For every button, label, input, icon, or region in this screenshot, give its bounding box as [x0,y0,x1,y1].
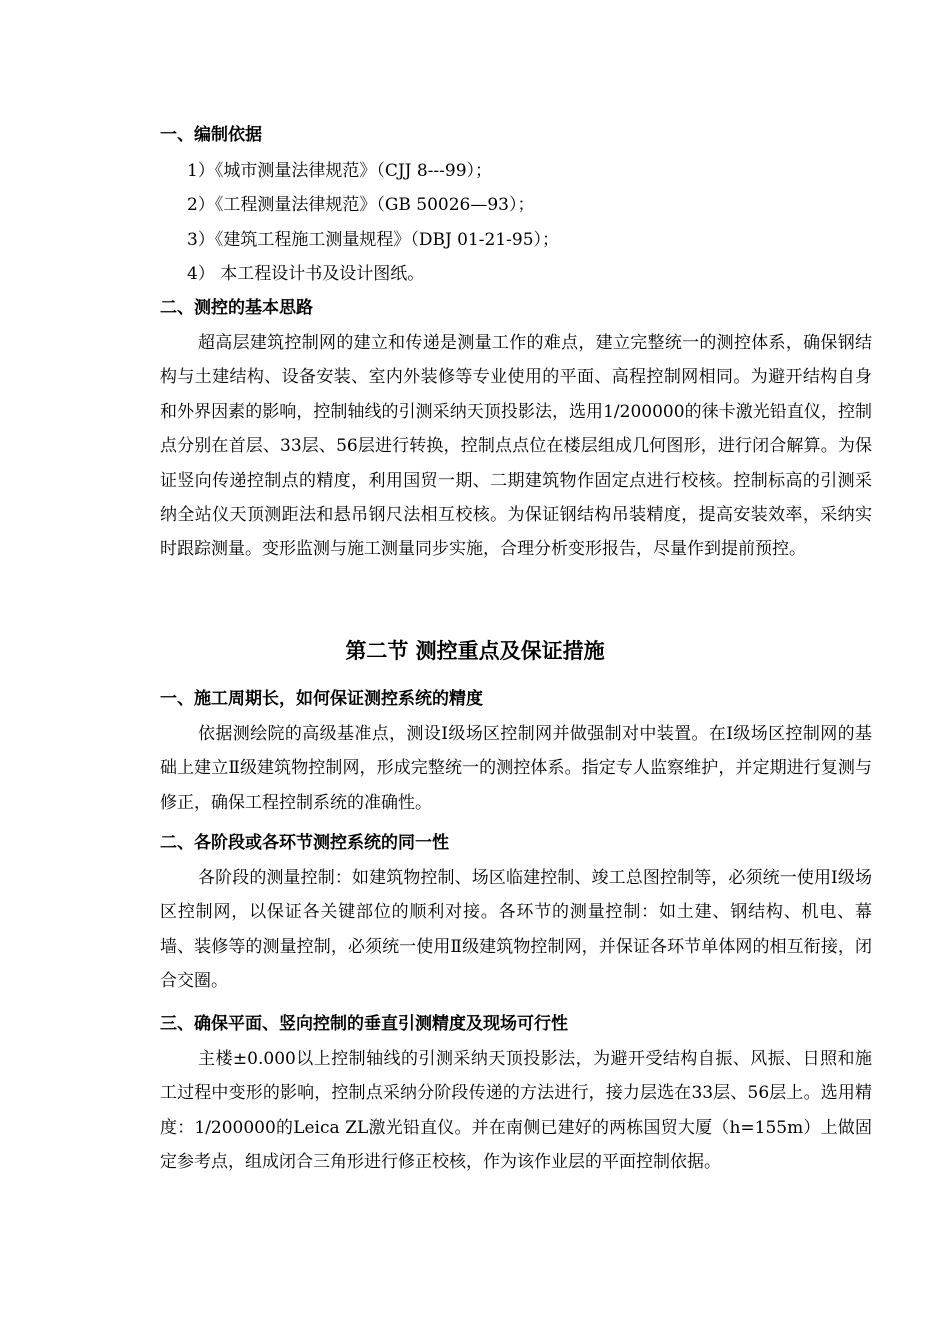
paragraph-consistency: 各阶段的测量控制：如建筑物控制、场区临建控制、竣工总图控制等，必须统一使用Ⅰ级场区控制网，以保证各关键部位的顺利对接。各环节的测量控制：如土建、钢结构、机电、幕墙、装修等的测量控制，必须统一使用Ⅱ级建筑物控制网，并保证各环节单体网的相互衔接，闭合交圈。 [160,868,872,992]
heading-vertical-accuracy: 三、确保平面、竖向控制的垂直引测精度及现场可行性 [160,1014,568,1034]
reference-item-4: 4） 本工程设计书及设计图纸。 [187,264,425,284]
paragraph-vertical-accuracy: 主楼±0.000以上控制轴线的引测采纳天顶投影法，为避开受结构自振、风振、日照和施工过程中变形的影响，控制点采纳分阶段传递的方法进行，接力层选在33层、56层上。选用精度：1/200000的Leica ZL激光铅直仪。并在南侧已建好的两栋国贸大厦（h=155m）上做固定参考点，组成闭合三角形进行修正校核，作为该作业层的平面控制依据。 [160,1049,872,1173]
heading-consistency: 二、各阶段或各环节测控系统的同一性 [160,833,449,853]
reference-item-2: 2）《工程测量法律规范》（GB 50026—93）； [187,195,535,215]
heading-precision: 一、施工周期长，如何保证测控系统的精度 [160,689,483,709]
paragraph-precision: 依据测绘院的高级基准点，测设Ⅰ级场区控制网并做强制对中装置。在Ⅰ级场区控制网的基础上建立Ⅱ级建筑物控制网，形成完整统一的测控体系。指定专人监察维护，并定期进行复测与修正，确保工程控制系统的准确性。 [160,724,872,813]
heading-basic-approach: 二、测控的基本思路 [160,298,313,318]
reference-item-3: 3）《建筑工程施工测量规程》（DBJ 01-21-95）； [187,230,560,250]
reference-item-1: 1）《城市测量法律规范》（CJJ 8---99）； [187,161,493,181]
heading-compilation-basis: 一、编制依据 [160,125,262,145]
section-title: 第二节 测控重点及保证措施 [345,638,605,663]
paragraph-basic-approach: 超高层建筑控制网的建立和传递是测量工作的难点，建立完整统一的测控体系，确保钢结构与土建结构、设备安装、室内外装修等专业使用的平面、高程控制网相同。为避开结构自身和外界因素的影响，控制轴线的引测采纳天顶投影法，选用1/200000的徕卡激光铅直仪，控制点分别在首层、33层、56层进行转换，控制点点位在楼层组成几何图形，进行闭合解算。为保证竖向传递控制点的精度，利用国贸一期、二期建筑物作固定点进行校核。控制标高的引测采纳全站仪天顶测距法和悬吊钢尺法相互校核。为保证钢结构吊装精度，提高安装效率，采纳实时跟踪测量。变形监测与施工测量同步实施，合理分析变形报告，尽量作到提前预控。 [160,333,872,560]
